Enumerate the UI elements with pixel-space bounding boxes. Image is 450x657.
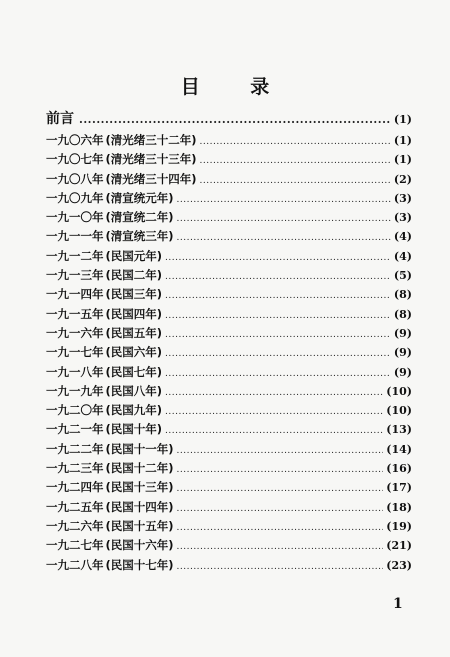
toc-entry-page: (3)	[393, 211, 412, 225]
toc-entry-era: (民国八年)	[105, 383, 163, 398]
toc-entry	[46, 364, 412, 383]
toc-leader-dots	[200, 176, 391, 186]
toc-entry-page: (9)	[393, 326, 412, 340]
toc-entry-page: (1)	[393, 113, 412, 126]
toc-leader-dots	[165, 349, 391, 359]
toc-leader-dots	[177, 484, 384, 494]
toc-leader-dots	[177, 542, 384, 552]
toc-entry-year: 一九二六年	[46, 518, 104, 533]
toc-entry-era: (民国十一年)	[105, 441, 174, 456]
toc-entry-page: (2)	[393, 172, 412, 186]
toc-entry-page: (9)	[393, 346, 412, 360]
toc-entry-era: (民国六年)	[105, 345, 163, 360]
toc-entry-page: (1)	[393, 134, 412, 147]
toc-entry-page: (1)	[393, 153, 412, 167]
toc-leader-dots	[165, 272, 391, 282]
toc-entry-era: (民国三年)	[105, 287, 163, 302]
toc-leader-dots	[165, 407, 383, 417]
toc-entry-era: (清宣统三年)	[105, 229, 174, 244]
toc-entry	[46, 499, 412, 518]
toc-entry-era: (民国元年)	[105, 248, 163, 263]
toc-entry-year: 一九二五年	[46, 499, 104, 514]
toc-leader-dots	[79, 113, 391, 126]
toc-entry-year: 一九一九年	[46, 383, 104, 398]
toc-entry-year: 一九二八年	[46, 557, 104, 572]
toc-entry	[46, 267, 412, 286]
toc-entry	[46, 306, 412, 325]
toc-entry-page: (10)	[386, 384, 412, 398]
toc-entry-era: (民国七年)	[105, 364, 163, 379]
toc-leader-dots	[165, 388, 383, 398]
toc-entry-year: 一九〇七年	[46, 152, 104, 167]
toc-entry-page: (10)	[386, 404, 412, 418]
toc-entry-page: (8)	[393, 307, 412, 321]
toc-leader-dots	[177, 446, 384, 456]
toc-entry-era: (民国十七年)	[105, 557, 174, 572]
toc-leader-dots	[177, 465, 384, 475]
toc-entry-year: 一九一六年	[46, 325, 104, 340]
toc-leader-dots	[165, 426, 383, 436]
toc-entry	[46, 537, 412, 556]
toc-leader-dots	[165, 369, 391, 379]
toc-entry-page: (14)	[386, 442, 412, 456]
toc-entry-page: (8)	[393, 288, 412, 302]
page-title: 目 录	[180, 76, 292, 98]
toc-entry-page: (19)	[386, 519, 412, 533]
toc-entry	[46, 383, 412, 402]
toc-entry	[46, 344, 412, 363]
toc-entry-year: 一九一一年	[46, 229, 104, 244]
toc-entry	[46, 151, 412, 170]
toc-entry-era: (清光绪三十三年)	[105, 152, 197, 167]
toc-entry-era: (民国二年)	[105, 268, 163, 283]
toc-entry-year: 一九一八年	[46, 364, 104, 379]
toc-entry-page: (13)	[386, 423, 412, 437]
toc-entry-era: (清光绪三十二年)	[105, 133, 197, 147]
toc-leader-dots	[177, 214, 391, 224]
toc-leader-dots	[177, 195, 391, 205]
toc-entry-era: (清宣统元年)	[105, 190, 174, 205]
toc-entry-era: (民国五年)	[105, 325, 163, 340]
toc-entry-page: (17)	[386, 481, 412, 495]
toc-entry-page: (23)	[386, 558, 412, 572]
toc-entry-page: (4)	[393, 249, 412, 263]
toc-entry	[46, 479, 412, 498]
toc-entry-page: (21)	[386, 539, 412, 553]
toc-leader-dots	[200, 156, 391, 166]
toc-entry	[46, 518, 412, 537]
toc-leader-dots	[177, 523, 384, 533]
toc-leader-dots	[177, 562, 384, 572]
toc-entry-era: (民国四年)	[105, 306, 163, 321]
toc-entry-year: 一九二二年	[46, 441, 104, 456]
toc-entry-year: 一九〇八年	[46, 171, 104, 186]
toc-entry-year: 前言	[46, 111, 74, 127]
toc-entry-year: 一九二〇年	[46, 403, 104, 418]
toc-entry	[46, 402, 412, 421]
table-of-contents	[46, 108, 412, 576]
toc-entry-year: 一九一〇年	[46, 210, 104, 225]
toc-entry-page: (4)	[393, 230, 412, 244]
toc-entry-page: (5)	[393, 269, 412, 283]
toc-entry	[46, 325, 412, 344]
toc-entry	[46, 441, 412, 460]
toc-leader-dots	[165, 330, 391, 340]
toc-leader-dots	[177, 233, 391, 243]
toc-entry-year: 一九一七年	[46, 345, 104, 360]
toc-entry	[46, 460, 412, 479]
toc-entry-era: (民国十三年)	[105, 480, 174, 495]
toc-entry	[46, 209, 412, 228]
toc-entry	[46, 190, 412, 209]
toc-entry	[46, 421, 412, 440]
toc-entry-year: 一九二四年	[46, 480, 104, 495]
toc-entry-year: 一九〇六年	[46, 133, 104, 147]
toc-entry-year: 一九〇九年	[46, 190, 104, 205]
toc-leader-dots	[165, 291, 391, 301]
toc-entry-year: 一九一四年	[46, 287, 104, 302]
toc-leader-dots	[165, 253, 391, 263]
page-number: 1	[393, 596, 403, 612]
toc-entry	[46, 132, 412, 151]
toc-entry-year: 一九二三年	[46, 461, 104, 476]
toc-leader-dots	[165, 311, 391, 321]
toc-entry	[46, 171, 412, 190]
toc-entry-year: 一九一五年	[46, 306, 104, 321]
toc-entry-year: 一九一二年	[46, 248, 104, 263]
toc-entry	[46, 286, 412, 305]
toc-entry-year: 一九二一年	[46, 422, 104, 437]
toc-entry-page: (18)	[386, 500, 412, 514]
toc-entry-era: (民国十年)	[105, 422, 163, 437]
toc-leader-dots	[177, 504, 384, 514]
toc-entry-era: (民国十五年)	[105, 518, 174, 533]
toc-entry-era: (清宣统二年)	[105, 210, 174, 225]
toc-entry-era: (民国九年)	[105, 403, 163, 418]
toc-entry-era: (清光绪三十四年)	[105, 171, 197, 186]
toc-entry	[46, 228, 412, 247]
toc-entry-era: (民国十二年)	[105, 461, 174, 476]
toc-entry-page: (9)	[393, 365, 412, 379]
toc-entry-era: (民国十六年)	[105, 538, 174, 553]
toc-entry	[46, 557, 412, 576]
toc-leader-dots	[200, 137, 391, 147]
toc-entry-page: (3)	[393, 191, 412, 205]
toc-entry-era: (民国十四年)	[105, 499, 174, 514]
toc-entry-page: (16)	[386, 462, 412, 476]
toc-entry-year: 一九二七年	[46, 538, 104, 553]
toc-entry	[46, 248, 412, 267]
toc-entry-year: 一九一三年	[46, 268, 104, 283]
toc-entry	[46, 108, 412, 130]
